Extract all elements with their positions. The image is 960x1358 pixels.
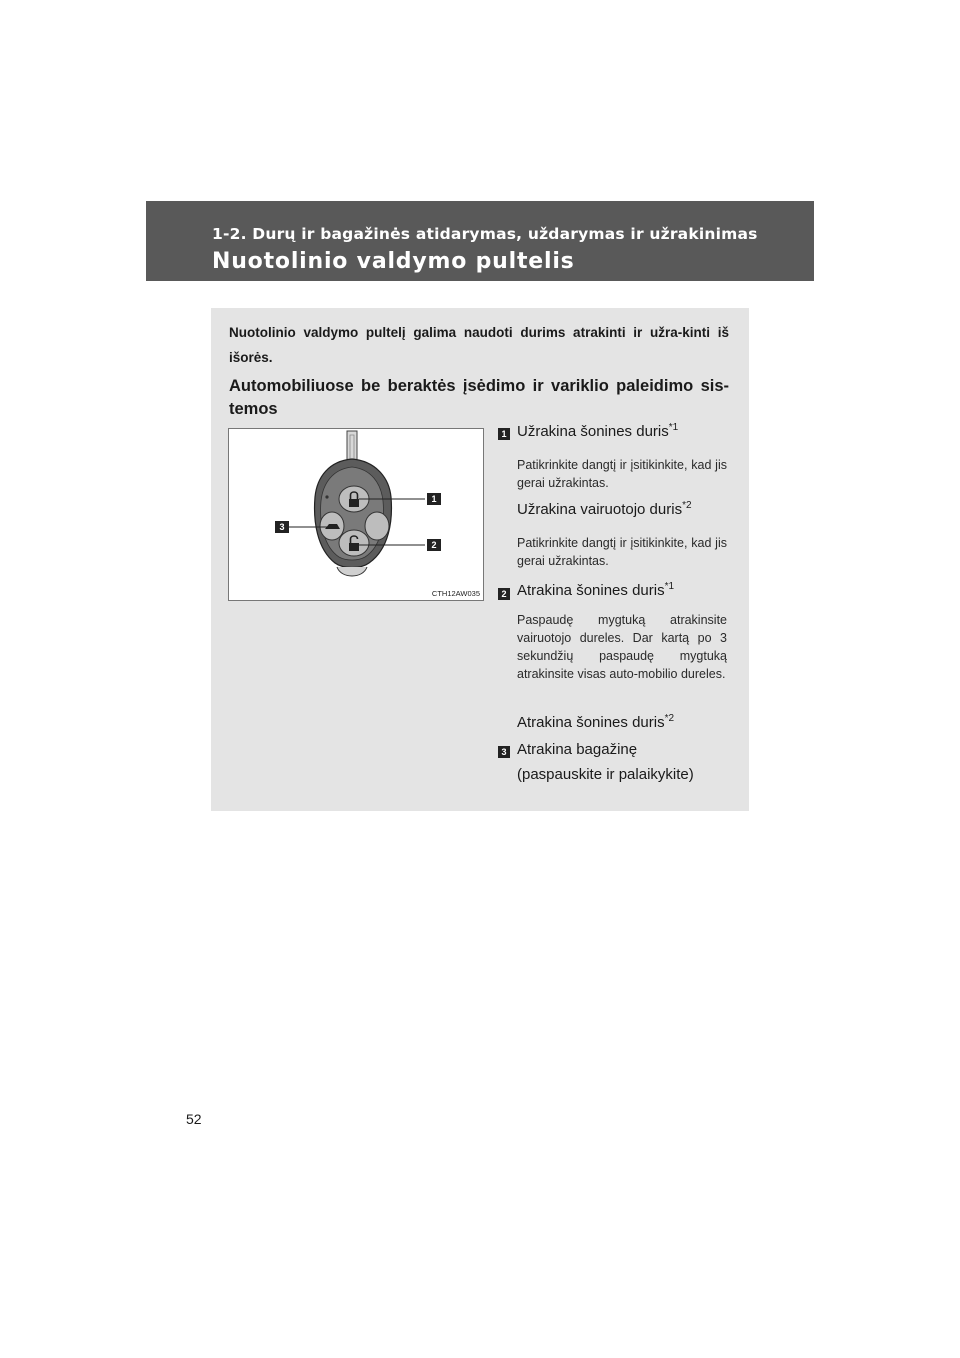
item-1-label-alt-text: Užrakina vairuotojo duris [517, 501, 683, 518]
page-number: 52 [186, 1111, 202, 1127]
item-2-label-alt [517, 713, 674, 731]
page-title: Nuotolinio valdymo pultelis [212, 249, 575, 274]
subheading: Automobiliuose be beraktės įsėdimo ir variklio paleidimo sis-temos [229, 377, 729, 418]
item-2-note: Paspaudę mygtuką atrakinsite vairuotojo dureles. Dar kartą po 3 sekundžių paspaudę mygtuką atrakinsite visas auto-mobilio dureles. [517, 613, 727, 681]
item-marker-3: 3 [498, 746, 510, 758]
remote-key-figure [228, 428, 484, 601]
item-marker-1: 1 [498, 428, 510, 440]
footnote-ref: *1 [668, 422, 679, 433]
figure-callout-1: 1 [427, 493, 441, 505]
item-3-label: Atrakina bagažinę [517, 741, 638, 758]
figure-code: CTH12AW035 [431, 589, 480, 598]
item-1-note: Patikrinkite dangtį ir įsitikinkite, kad jis gerai užrakintas. [517, 458, 727, 490]
footnote-ref: *2 [682, 500, 692, 511]
chapter-header [146, 201, 814, 281]
item-1-note-alt: Patikrinkite dangtį ir įsitikinkite, kad jis gerai užrakintas. [517, 536, 727, 568]
item-1-label-alt [517, 500, 692, 518]
footnote-ref: *1 [664, 581, 675, 592]
figure-callout-2: 2 [427, 539, 441, 551]
footnote-ref: *2 [664, 713, 675, 724]
intro-text: Nuotolinio valdymo pultelį galima naudoti durims atrakinti ir užra-kinti iš išorės. [229, 325, 729, 365]
item-1-label-text: Užrakina šonines duris [517, 423, 669, 440]
item-3-label-line2: (paspauskite ir palaikykite) [517, 766, 694, 783]
item-1-label [517, 422, 678, 440]
section-title: 1-2. Durų ir bagažinės atidarymas, uždarymas ir užrakinimas [212, 225, 758, 243]
item-marker-2: 2 [498, 588, 510, 600]
item-2-label-alt-text: Atrakina šonines duris [517, 714, 665, 731]
item-2-label-text: Atrakina šonines duris [517, 582, 665, 599]
item-2-label [517, 581, 674, 599]
remote-key-icon [229, 429, 483, 600]
content-box [211, 308, 749, 811]
figure-callout-3: 3 [275, 521, 289, 533]
